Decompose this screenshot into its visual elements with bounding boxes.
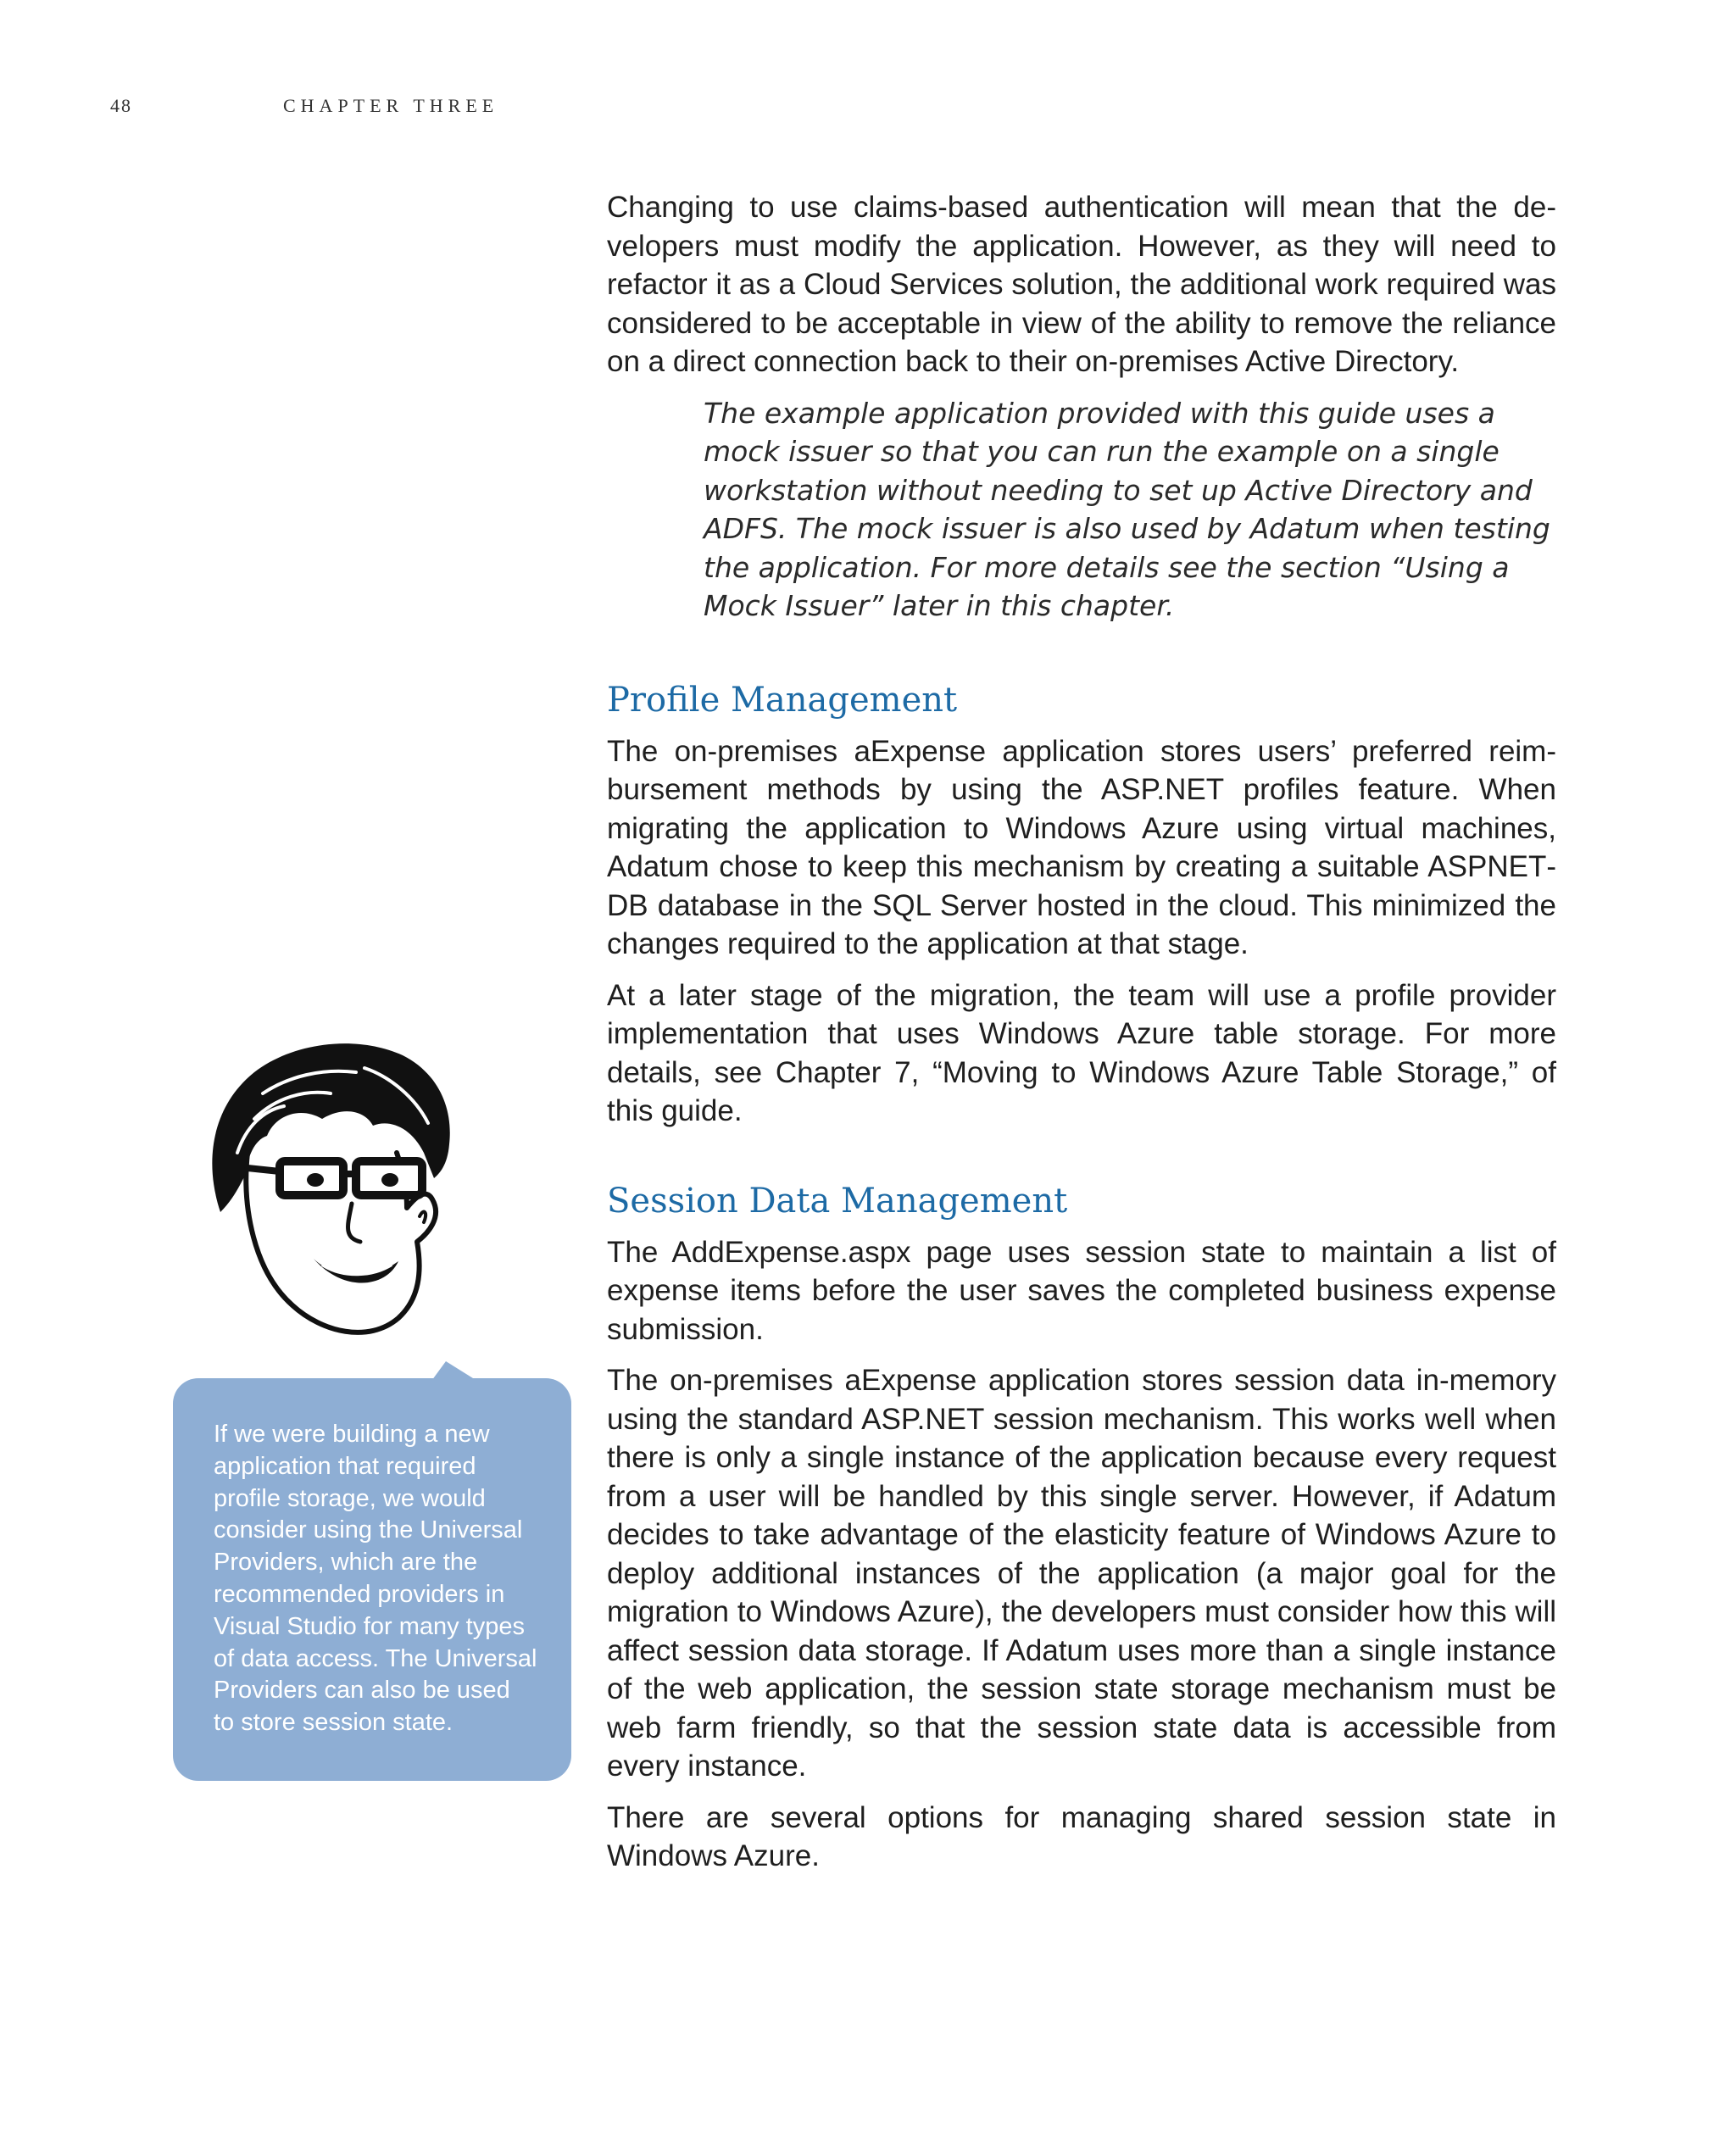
intro-paragraph: Changing to use claims-based authentication will mean that the developers must modify the application. However, as they will need to refactor it as a Cloud Services solution, the additional work required was considered to be acceptable in view of the ability to remove the reliance on a direct connection back to their on-premises Active Directory. bbox=[607, 191, 1556, 378]
speech-bubble-text: If we were building a new application that required profile storage, we would consider using the Universal Providers, which are the recommended providers in Visual Studio for many types of data access. The Universal Providers can also be used to store session state. bbox=[214, 1421, 537, 1737]
session-paragraph-2: The on-premises aExpense application stores session data in-memory using the standard ASP.NET session mechanism. This works well when there is only a single instance of the application because every request from a user will be handled by this single server. However, if Adatum decides to take advantage of the elasticity feature of Windows Azure to deploy additional instances of the application (a major goal for the migration to Windows Azure), the developers must consider how this will affect session data storage. If Adatum uses more than a single instance of the web application, the session state storage mechanism must be web farm friendly, so that the session state data is accessible from every instance. bbox=[607, 1364, 1556, 1783]
sidebar-callout bbox=[173, 1361, 571, 1785]
profile-management-heading: Profile Management bbox=[607, 680, 958, 720]
italic-note: The example application provided with this guide uses a mock issuer so that you can run the example on a single workstation without needing to set up Active Directory and ADFS. The mock issuer is also used by Adatum when testing the application. For more details see the section “Using a Mock Issuer” later in this chapter. bbox=[704, 396, 1550, 622]
profile-paragraph-2: At a later stage of the migration, the team will use a profile provider implementation that uses Windows Azure table storage. For more details, see Chapter 7, “Moving to Windows Azure Table Storage,” of this guide. bbox=[607, 978, 1556, 1127]
session-paragraph-3: There are several options for managing shared session state in Windows Azure. bbox=[607, 1800, 1556, 1872]
main-text-column bbox=[607, 188, 1556, 1888]
profile-paragraph-1: The on-premises aExpense application stores users’ preferred reimbursement methods by using the ASP.NET profiles feature. When migrating the application to Windows Azure using virtual machines, Adatum chose to keep this mechanism by creating a suitable ASPNETDB database in the SQL Server hosted in the cloud. This minimized the changes required to the application at that stage. bbox=[607, 734, 1556, 960]
page-number: 48 bbox=[110, 95, 132, 116]
session-paragraph-1: The AddExpense.aspx page uses session state to maintain a list of expense items before the user saves the completed business expense submission. bbox=[607, 1235, 1556, 1346]
running-header-chapter: CHAPTER THREE bbox=[283, 95, 499, 116]
session-data-management-heading: Session Data Management bbox=[607, 1181, 1068, 1221]
developer-cartoon-illustration bbox=[195, 1026, 500, 1365]
speech-bubble bbox=[173, 1378, 571, 1781]
